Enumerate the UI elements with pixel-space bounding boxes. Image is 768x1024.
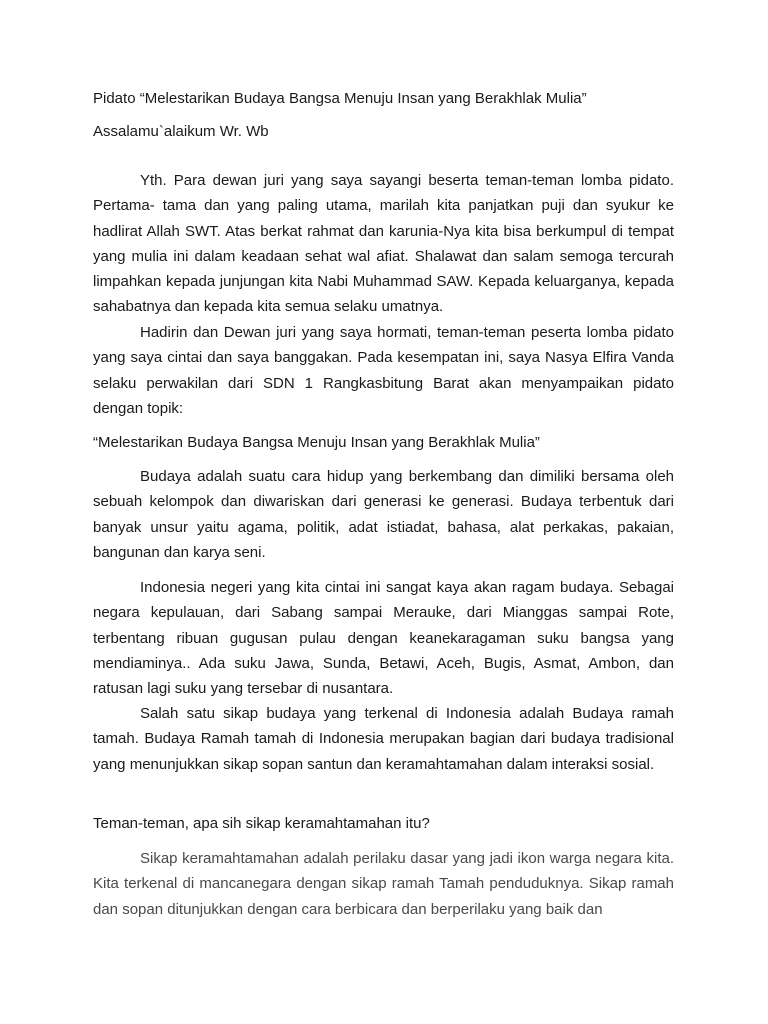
paragraph-opening: Yth. Para dewan juri yang saya sayangi beserta teman-teman lomba pidato. Pertama- tama dan yang paling utama, marilah kita panjatkan puji dan syukur ke hadlirat Allah SWT. Atas berkat rahmat dan karunia-Nya kita bisa berkumpul di tempat yang mulia ini dalam keadaan sehat wal afiat. Shalawat dan salam semoga tercurah limpahkan kepada junjungan kita Nabi Muhammad SAW. Kepada keluarganya, kepada sahabatnya dan kepada kita semua selaku umatnya.	[93, 172, 674, 316]
paragraph-indonesia-diversity: Indonesia negeri yang kita cintai ini sangat kaya akan ragam budaya. Sebagai negara kepulauan, dari Sabang sampai Merauke, dari Mianggas sampai Rote, terbentang ribuan gugusan pulau dengan keanekaragaman suku bangsa yang mendiaminya.. Ada suku Jawa, Sunda, Betawi, Aceh, Bugis, Asmat, Ambon, dan ratusan lagi suku yang tersebar di nusantara.	[93, 579, 674, 698]
paragraph-ramah-tamah: Salah satu sikap budaya yang terkenal di Indonesia adalah Budaya ramah tamah. Budaya Ramah tamah di Indonesia merupakan bagian dari budaya tradisional yang menunjukkan sikap sopan santun dan keramahtamahan dalam interaksi sosial.	[93, 705, 674, 773]
paragraph-culture-definition: Budaya adalah suatu cara hidup yang berkembang dan dimiliki bersama oleh sebuah kelompok dan diwariskan dari generasi ke generasi. Budaya terbentuk dari banyak unsur yaitu agama, politik, adat istiadat, bahasa, alat perkakas, pakaian, bangunan dan karya seni.	[93, 468, 674, 561]
paragraph-introduction: Hadirin dan Dewan juri yang saya hormati, teman-teman peserta lomba pidato yang saya cintai dan saya banggakan. Pada kesempatan ini, saya Nasya Elfira Vanda selaku perwakilan dari SDN 1 Rangkasbitung Barat akan menyampaikan pidato dengan topik:	[93, 324, 674, 417]
speech-title: Pidato “Melestarikan Budaya Bangsa Menuju Insan yang Berakhlak Mulia”	[93, 90, 587, 107]
paragraph-keramahtamahan: Sikap keramahtamahan adalah perilaku dasar yang jadi ikon warga negara kita. Kita terkenal di mancanegara dengan sikap ramah Tamah penduduknya. Sikap ramah dan sopan ditunjukkan dengan cara berbicara dan berperilaku yang baik dan	[93, 850, 674, 918]
paragraph-question: Teman-teman, apa sih sikap keramahtamahan itu?	[93, 815, 430, 832]
paragraph-topic: “Melestarikan Budaya Bangsa Menuju Insan yang Berakhlak Mulia”	[93, 434, 540, 451]
opening-greeting: Assalamu`alaikum Wr. Wb	[93, 123, 269, 140]
